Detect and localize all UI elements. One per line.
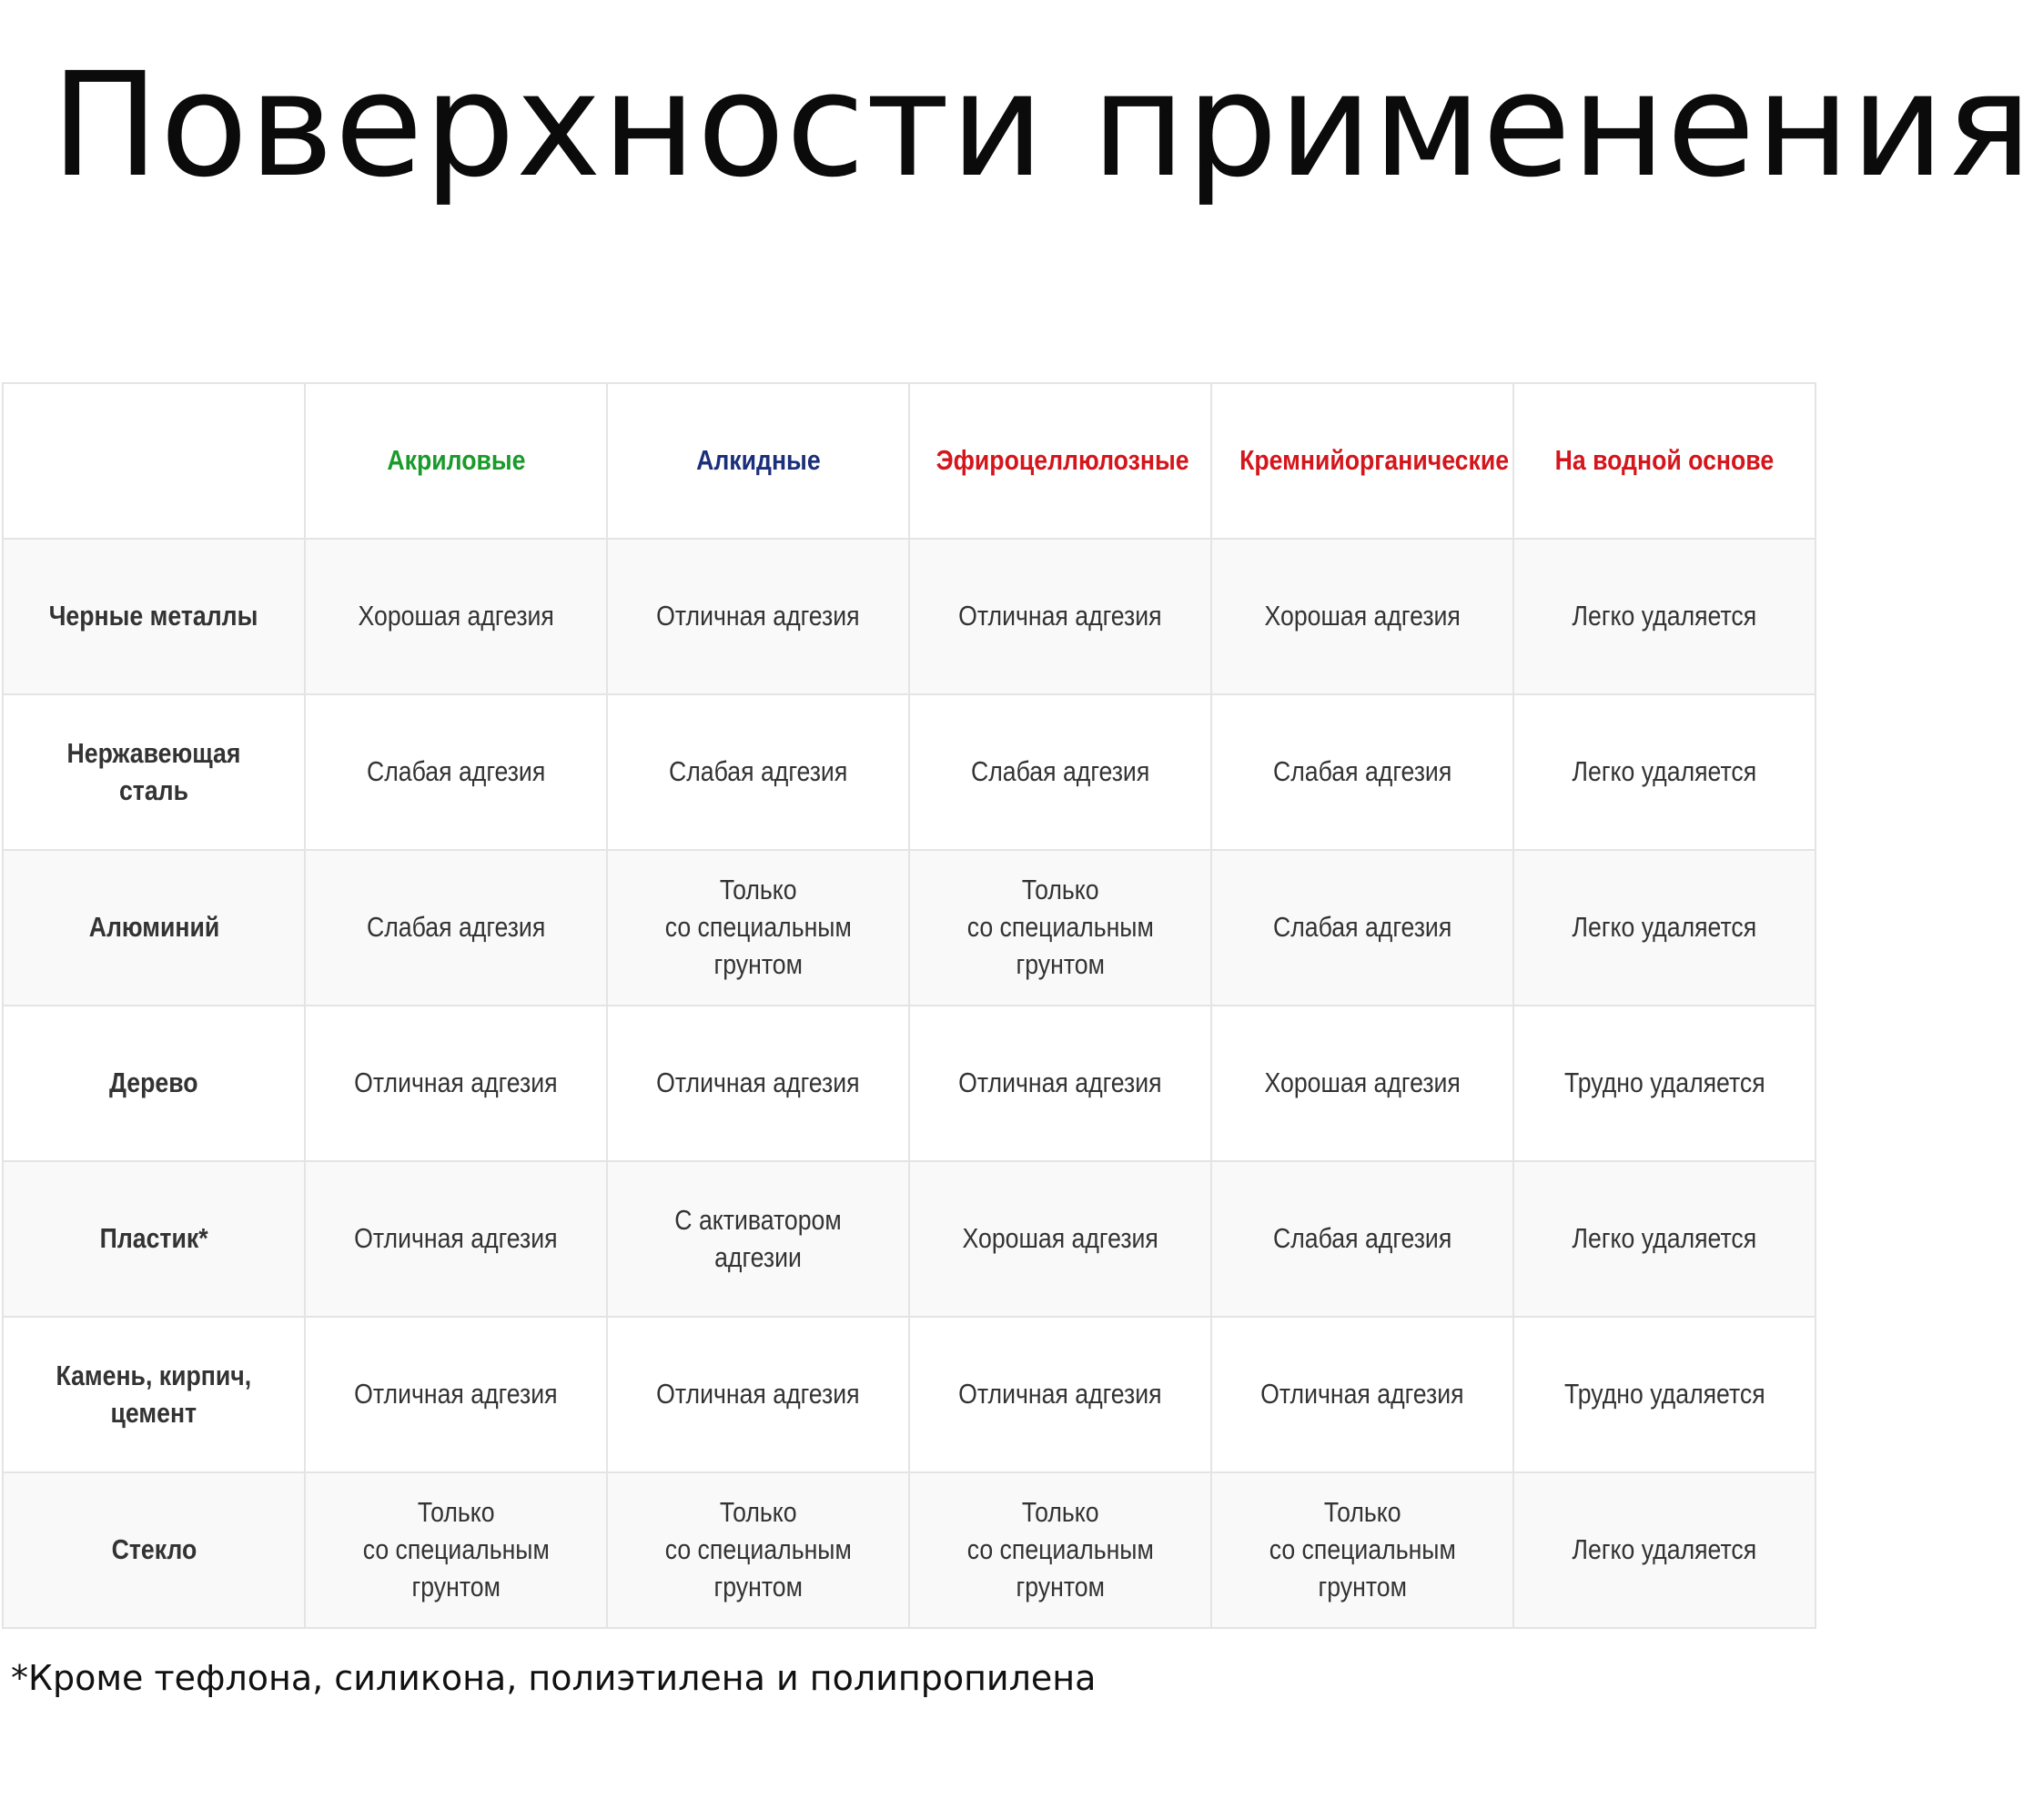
cell-value: Трудно удаляется (1563, 1067, 1765, 1099)
row-header (3, 1317, 305, 1472)
table-cell (305, 1472, 607, 1628)
cell-value: Слабая адгезия (668, 755, 848, 788)
column-header (1513, 383, 1816, 539)
table-cell (607, 1006, 909, 1161)
table-cell (909, 1317, 1211, 1472)
table-cell (909, 1472, 1211, 1628)
table-cell (909, 1161, 1211, 1317)
column-header (1211, 383, 1513, 539)
column-header (909, 383, 1211, 539)
surfaces-table (2, 382, 1816, 1629)
table-cell (1513, 539, 1816, 694)
table-cell (607, 1317, 909, 1472)
table-cell (1513, 850, 1816, 1006)
cell-value: Отличная адгезия (354, 1067, 558, 1099)
cell-value: Отличная адгезия (354, 1222, 558, 1255)
table-cell (607, 694, 909, 850)
row-header-label: Стекло (111, 1533, 197, 1566)
table-cell (1211, 539, 1513, 694)
column-header-label: На водной основе (1554, 444, 1775, 477)
table-cell (607, 539, 909, 694)
column-header (607, 383, 909, 539)
table-cell (909, 850, 1211, 1006)
cell-value: Только со специальным грунтом (966, 1496, 1154, 1603)
cell-value: Отличная адгезия (656, 1067, 860, 1099)
cell-value: Хорошая адгезия (358, 600, 554, 632)
table-cell (1211, 1317, 1513, 1472)
table-row (3, 1472, 1816, 1628)
surfaces-table-container (2, 382, 1816, 1629)
table-row (3, 539, 1816, 694)
table-cell (305, 1161, 607, 1317)
row-header-label: Черные металлы (49, 600, 258, 632)
cell-value: Отличная адгезия (656, 1378, 860, 1410)
table-cell (1513, 694, 1816, 850)
table-cell (1211, 1006, 1513, 1161)
cell-value: Отличная адгезия (958, 1378, 1162, 1410)
table-cell (305, 850, 607, 1006)
table-cell (607, 1472, 909, 1628)
cell-value: Только со специальным грунтом (664, 1496, 852, 1603)
cell-value: Только со специальным грунтом (362, 1496, 550, 1603)
row-header (3, 1472, 305, 1628)
row-header (3, 1161, 305, 1317)
cell-value: Легко удаляется (1572, 1222, 1757, 1255)
table-cell (1513, 1472, 1816, 1628)
row-header-label: Нержавеющая сталь (66, 736, 241, 806)
page-title: Поверхности применения (51, 42, 2033, 209)
table-cell (1513, 1317, 1816, 1472)
column-header (305, 383, 607, 539)
cell-value: Легко удаляется (1572, 755, 1757, 788)
cell-value: Только со специальным грунтом (664, 874, 852, 980)
cell-value: Легко удаляется (1572, 600, 1757, 632)
table-row (3, 1006, 1816, 1161)
cell-value: Слабая адгезия (1272, 911, 1452, 944)
table-cell (305, 1317, 607, 1472)
column-header-label: Кремнийорганические (1239, 444, 1510, 477)
cell-value: Отличная адгезия (958, 1067, 1162, 1099)
table-row (3, 1161, 1816, 1317)
table-body (3, 539, 1816, 1628)
row-header (3, 694, 305, 850)
cell-value: Отличная адгезия (958, 600, 1162, 632)
table-cell (305, 539, 607, 694)
table-cell (1211, 1472, 1513, 1628)
cell-value: Только со специальным грунтом (966, 874, 1154, 980)
cell-value: Слабая адгезия (970, 755, 1150, 788)
table-row (3, 694, 1816, 850)
table-cell (909, 694, 1211, 850)
row-header-label: Камень, кирпич, цемент (56, 1359, 252, 1429)
column-header-label: Акриловые (386, 444, 526, 477)
table-cell (607, 850, 909, 1006)
cell-value: Легко удаляется (1572, 1533, 1757, 1566)
row-header (3, 539, 305, 694)
row-header-label: Пластик* (99, 1222, 208, 1255)
table-header-row (3, 383, 1816, 539)
table-cell (305, 1006, 607, 1161)
cell-value: Хорошая адгезия (1264, 600, 1461, 632)
cell-value: Слабая адгезия (366, 911, 546, 944)
row-header (3, 850, 305, 1006)
table-cell (1513, 1006, 1816, 1161)
column-header-label: Эфироцеллюлозные (936, 444, 1189, 477)
cell-value: Отличная адгезия (1260, 1378, 1464, 1410)
column-header-label: Алкидные (695, 444, 821, 477)
table-cell (1211, 850, 1513, 1006)
header-corner-cell (3, 383, 305, 539)
row-header-label: Дерево (109, 1067, 198, 1099)
cell-value: Хорошая адгезия (962, 1222, 1158, 1255)
cell-value: Хорошая адгезия (1264, 1067, 1461, 1099)
cell-value: Слабая адгезия (366, 755, 546, 788)
cell-value: Трудно удаляется (1563, 1378, 1765, 1410)
cell-value: Слабая адгезия (1272, 755, 1452, 788)
table-cell (1211, 694, 1513, 850)
table-cell (909, 1006, 1211, 1161)
table-row (3, 850, 1816, 1006)
table-cell (607, 1161, 909, 1317)
row-header (3, 1006, 305, 1161)
table-cell (305, 694, 607, 850)
table-cell (909, 539, 1211, 694)
cell-value: С активатором адгезии (674, 1203, 842, 1273)
table-row (3, 1317, 1816, 1472)
footnote: *Кроме тефлона, силикона, полиэтилена и полипропилена (11, 1658, 1097, 1698)
cell-value: Только со специальным грунтом (1269, 1496, 1456, 1603)
cell-value: Легко удаляется (1572, 911, 1757, 944)
cell-value: Слабая адгезия (1272, 1222, 1452, 1255)
table-cell (1211, 1161, 1513, 1317)
row-header-label: Алюминий (88, 911, 219, 944)
cell-value: Отличная адгезия (656, 600, 860, 632)
table-cell (1513, 1161, 1816, 1317)
cell-value: Отличная адгезия (354, 1378, 558, 1410)
